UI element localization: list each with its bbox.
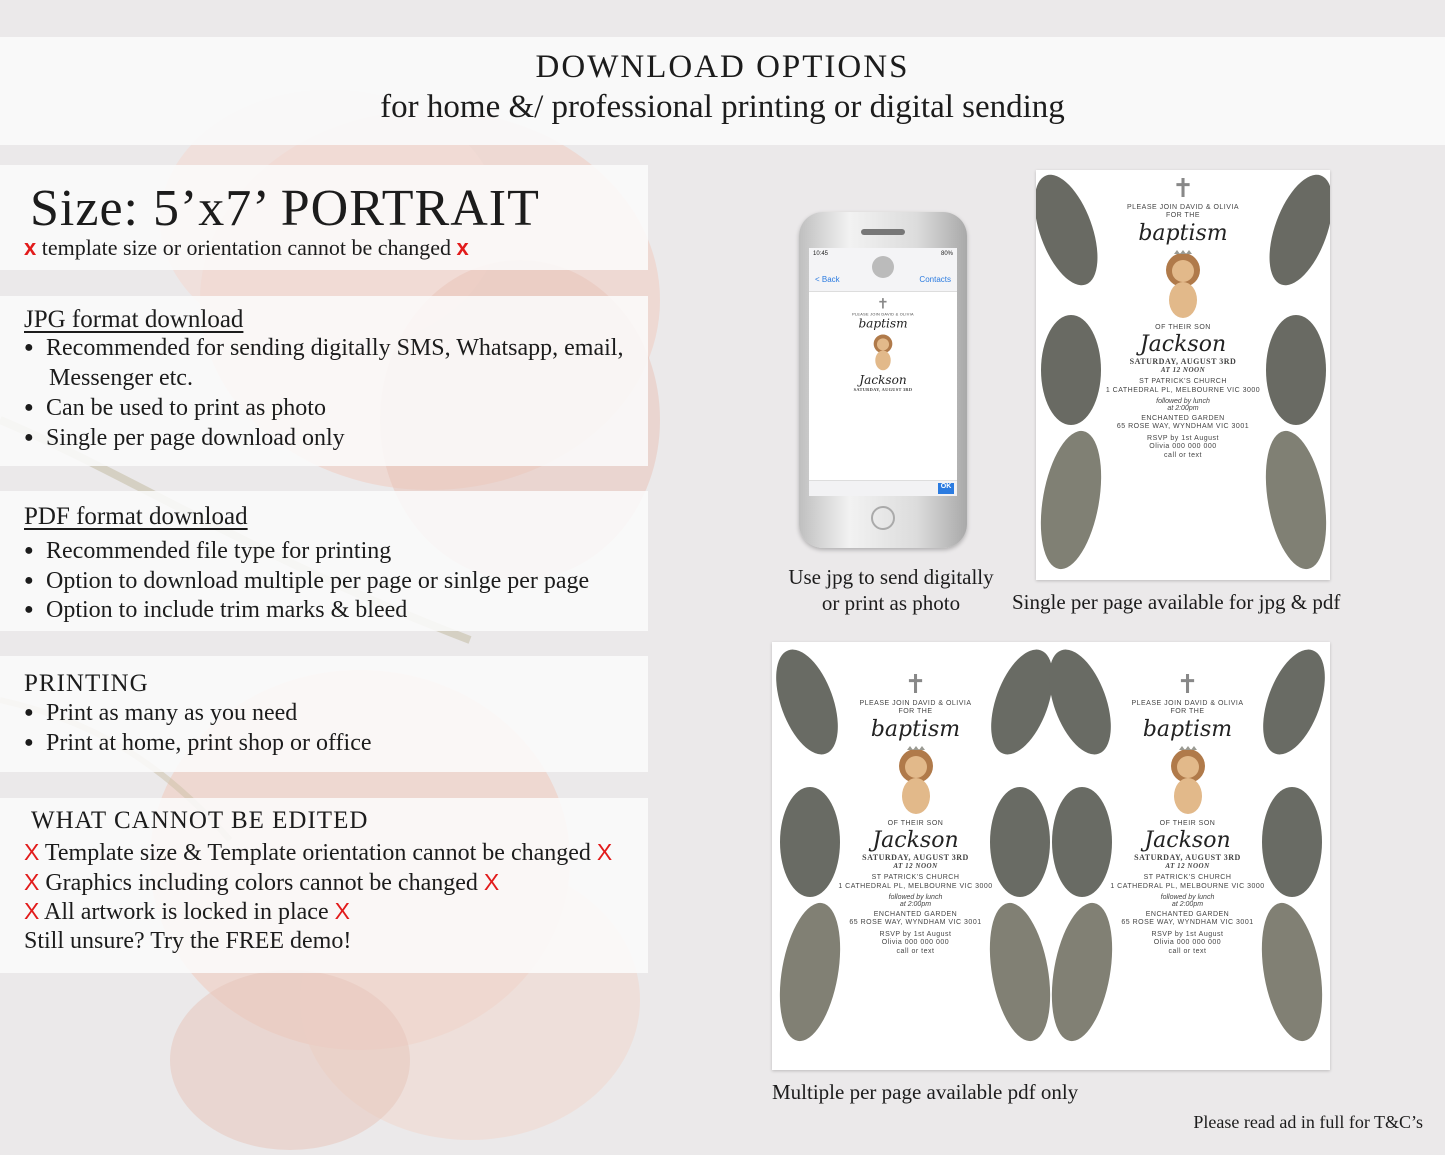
status-time: 10:45 [813,251,829,257]
bullet-icon: ● [24,429,34,446]
phone-invitation-preview: ✝ PLEASE JOIN DAVID & OLIVIA baptism Jackson SATURDAY, AUGUST 3RD [842,296,923,392]
list-item: ● Option to download multiple per page or sinlge per page [24,568,590,594]
demo-note: Still unsure? Try the FREE demo! [24,928,352,954]
bullet-icon: ● [24,601,34,618]
page-title: DOWNLOAD OPTIONS [535,49,910,85]
list-item: Messenger etc. [49,365,193,391]
phone-mockup [799,212,967,548]
lion-illustration-icon [894,746,938,816]
speaker-icon [861,229,905,235]
x-mark-icon: x [456,235,469,260]
list-item: ● Print at home, print shop or office [24,730,372,756]
size-panel [0,165,648,270]
x-mark-icon: X [24,898,40,924]
cross-icon: ✝ [1172,174,1194,204]
phone-screen [809,248,957,496]
x-mark-icon: X [24,869,40,895]
list-item: X Graphics including colors cannot be changed X [24,869,500,896]
lion-illustration-icon [871,333,895,372]
list-item: ● Recommended file type for printing [24,538,392,564]
home-button-icon [871,506,895,530]
jpg-panel [0,296,648,466]
multi-invitation-sheet [772,642,1330,1070]
invitation-text: ✝ PLEASE JOIN DAVID & OLIVIA FOR THE baptism OF THEIR SON Jackson SATURDAY, AUGUST 3RD AT 12 NOON ST PATRICK'S CHURCH 1 CATHEDRAL PL, MELBOURNE VIC 3000 followed by lunch at 2:00pm ENCHANTED GARDEN 65 ROSE WAY, WYNDHAM VIC 3001 RSVP by 1st August Olivia 000 000 000 call or text [1110,670,1265,955]
lion-illustration-icon [1166,746,1210,816]
caption-line: or print as photo [821,591,961,615]
list-item: ● Single per page download only [24,425,345,451]
multi-caption: Multiple per page available pdf only [772,1080,1079,1104]
status-battery: 80% [940,251,953,257]
size-note-text: template size or orientation cannot be changed [41,235,452,260]
size-heading: Size: 5’x7’ PORTRAIT [30,180,540,237]
page-subtitle: for home &/ professional printing or digital sending [380,89,1065,125]
lion-illustration-icon [1161,250,1205,320]
single-caption: Single per page available for jpg & pdf [1012,590,1341,614]
bullet-icon: ● [24,339,34,356]
x-mark-icon: X [334,898,350,924]
list-item: X All artwork is locked in place X [24,898,350,925]
list-item: ● Recommended for sending digitally SMS, Whatsapp, email, [24,335,624,361]
cross-icon: ✝ [904,670,927,700]
cannot-edit-heading: WHAT CANNOT BE EDITED [31,807,369,834]
x-mark-icon: X [596,839,613,865]
message-header [809,248,957,292]
bullet-icon: ● [24,542,34,559]
size-note [24,235,469,261]
bullet-icon: ● [24,734,34,751]
bullet-icon: ● [24,572,34,589]
contacts-link: Contacts [919,275,951,284]
list-item: X Template size & Template orientation cannot be changed X [24,839,613,866]
printing-heading: PRINTING [24,670,149,697]
pdf-panel [0,491,648,631]
invitation-text: ✝ PLEASE JOIN DAVID & OLIVIA FOR THE baptism OF THEIR SON Jackson SATURDAY, AUGUST 3RD AT 12 NOON ST PATRICK'S CHURCH 1 CATHEDRAL PL, MELBOURNE VIC 3000 followed by lunch at 2:00pm ENCHANTED GARDEN 65 ROSE WAY, WYNDHAM VIC 3001 RSVP by 1st August Olivia 000 000 000 call or text [1103,174,1263,460]
header-banner [0,37,1445,145]
x-mark-icon: x [24,235,37,260]
list-item: ● Option to include trim marks & bleed [24,597,408,623]
send-button: OK [938,483,954,494]
cross-icon: ✝ [1176,670,1199,700]
pdf-heading: PDF format download [24,503,248,530]
single-invitation-card [1036,170,1330,580]
x-mark-icon: X [24,839,40,865]
x-mark-icon: X [483,869,500,895]
printing-panel [0,656,648,772]
cross-icon: ✝ [877,296,889,313]
message-input [809,480,957,496]
bullet-icon: ● [24,704,34,721]
avatar [872,256,894,278]
caption-line: Use jpg to send digitally [788,565,994,589]
jpg-heading: JPG format download [24,306,244,333]
back-link: < Back [815,275,840,284]
list-item: ● Print as many as you need [24,700,298,726]
phone-caption [775,564,1007,616]
list-item: ● Can be used to print as photo [24,395,326,421]
bullet-icon: ● [24,399,34,416]
invitation-text: ✝ PLEASE JOIN DAVID & OLIVIA FOR THE baptism OF THEIR SON Jackson SATURDAY, AUGUST 3RD AT 12 NOON ST PATRICK'S CHURCH 1 CATHEDRAL PL, MELBOURNE VIC 3000 followed by lunch at 2:00pm ENCHANTED GARDEN 65 ROSE WAY, WYNDHAM VIC 3001 RSVP by 1st August Olivia 000 000 000 call or text [838,670,993,955]
terms-footnote: Please read ad in full for T&C’s [1193,1112,1423,1132]
cannot-edit-panel [0,798,648,973]
